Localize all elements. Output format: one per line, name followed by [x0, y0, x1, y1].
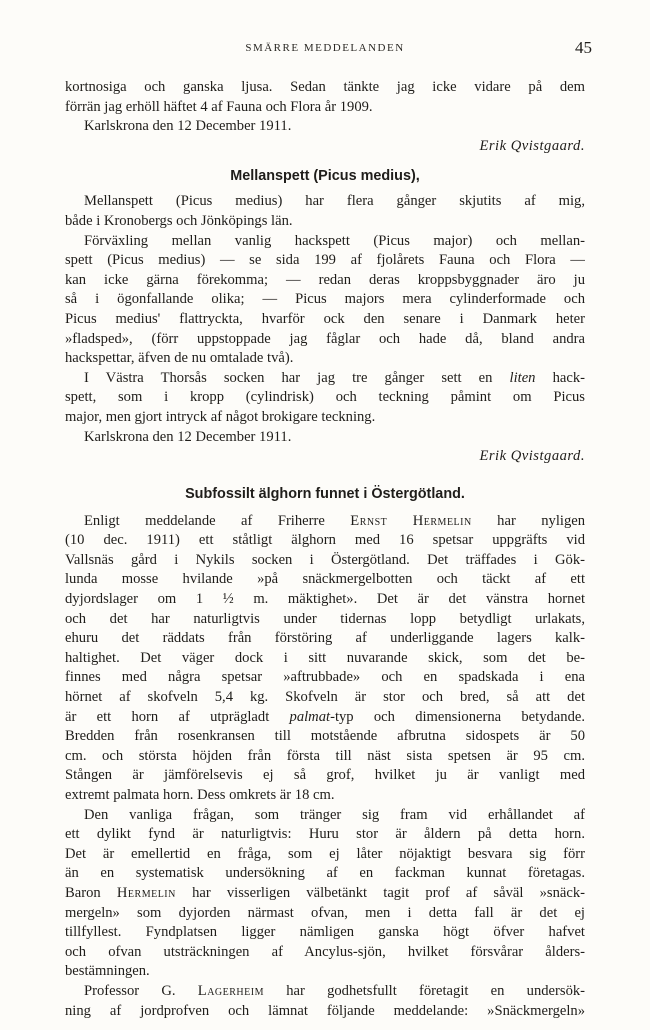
signature: Erik Qvistgaard. [479, 448, 585, 465]
text-line: spett (Picus medius) — se sida 199 af fjolårets Fauna och Flora — [65, 252, 585, 269]
text-span: har godhetsfullt företagit en undersök- [286, 982, 585, 999]
text-span: är ett horn af utprägladt [65, 708, 270, 725]
text-line: major, men gjort intryck af något brokigare teckning. [65, 408, 376, 425]
text-line: Stången är jämförelsevis ej så grof, hvilket ju är vanligt med [65, 767, 585, 784]
text-line: Picus medius' flattryckta, hvarför ock den senare i Danmark heter [65, 310, 585, 327]
text-span: har nyligen [497, 512, 585, 529]
text-line: hackspettar, äfven de nu omtalade två). [65, 350, 294, 367]
italic-word: liten [509, 369, 536, 386]
text-line: och ofvan utsträckningen af Ancylus-sjön, hvilket försvårar ålders- [65, 943, 585, 960]
text-span: Enligt meddelande af Friherre [84, 512, 325, 529]
dateline: Karlskrona den 12 December 1911. [84, 118, 292, 135]
text-span: Baron [65, 884, 101, 901]
name-lagerheim: Lagerheim [197, 982, 264, 999]
text-span: I Västra Thorsås socken har jag tre gånger sett en [84, 369, 493, 386]
text-line [65, 982, 585, 1002]
text-line: Vallsnäs gård i Nykils socken i Östergötland. Det träffades i Gök- [65, 551, 585, 568]
name-ernst: Ernst [350, 512, 388, 529]
dateline: Karlskrona den 12 December 1911. [84, 428, 292, 445]
text-line: både i Kronobergs och Jönköpings län. [65, 212, 293, 229]
text-line: dyjordslager om 1 ½ m. mäktighet». Det är det vänstra hornet [65, 591, 585, 608]
text-line: ehuru det räddats från förstöring af underliggande lagers kalk- [65, 630, 585, 647]
text-line: så i ögonfallande olika; — Picus majors mera cylinderformade och [65, 291, 585, 308]
text-line: och det har naturligtvis under tidernas lopp betydligt urlakats, [65, 610, 585, 627]
text-line: Bredden från rosenkransen till motstående afbrutna sidospets är 50 [65, 728, 585, 745]
text-line: kan icke gärna förekomma; — redan deras kroppsbyggnader äro ju [65, 271, 585, 288]
italic-word: palmat [289, 708, 331, 725]
text-line: mergeln» som dyjorden närmast ofvan, men i detta fall är det ej [65, 904, 585, 921]
page-number: 45 [575, 38, 592, 57]
text-line: Det är emellertid en fråga, som ej låter nöjaktigt besvara sig förr [65, 845, 585, 862]
text-span: hack- [552, 369, 585, 386]
text-line: ett dylikt fynd är naturligtvis: Huru stor är åldern på detta horn. [65, 826, 585, 843]
text-line: lunda mosse hvilande »på snäckmergelbotten och täckt af ett [65, 571, 585, 588]
text-line: förrän jag erhöll häftet 4 af Fauna och Flora år 1909. [65, 98, 373, 115]
text-span: -typ och dimensionerna betydande. [330, 708, 585, 725]
text-line: (10 dec. 1911) ett ståtligt älghorn med 16 spetsar uppgräfts vid [65, 532, 585, 549]
text-line: Mellanspett (Picus medius) har flera gånger skjutits af mig, [84, 193, 585, 210]
text-line: cm. och största höjden från första till näst sista spetsen är 95 cm. [65, 747, 585, 764]
signature: Erik Qvistgaard. [479, 137, 585, 154]
name-hermelin: Hermelin [412, 512, 472, 529]
text-line: hörnet af skofveln 5,4 kg. Skofveln är stor och bred, så att det [65, 689, 585, 706]
text-line: Förväxling mellan vanlig hackspett (Picus major) och mellan- [84, 232, 585, 249]
text-span: har visserligen välbetänkt tagit prof af såväl »snäck- [192, 884, 585, 901]
text-line [65, 369, 585, 389]
article-title: Subfossilt älghorn funnet i Östergötland. [185, 485, 465, 502]
text-line: tillfyllest. Fyndplatsen ligger nämligen ganska högt öfver hafvet [65, 924, 585, 941]
text-line: extremt palmata horn. Dess omkrets är 18 cm. [65, 787, 335, 803]
name-hermelin: Hermelin [116, 884, 176, 901]
text-line [65, 884, 585, 904]
text-line: ning af jordprofven och lämnat följande meddelande: »Snäckmergeln» [65, 1002, 585, 1019]
text-line: kortnosiga och ganska ljusa. Sedan tänkte jag icke vidare på dem [65, 79, 585, 95]
text-line: finnes med några spetsar »aftrubbade» och en spadskada i ena [65, 669, 585, 686]
text-line: haltighet. Det väger dock i sitt nuvarande skick, som det be- [65, 649, 585, 666]
text-line: bestämningen. [65, 963, 150, 980]
text-line: spett, som i kropp (cylindrisk) och teckning påmint om Picus [65, 389, 585, 406]
running-title: SMÄRRE MEDDELANDEN [245, 42, 405, 54]
text-line [65, 512, 585, 532]
text-span: Professor G. [84, 982, 176, 999]
text-line: »fladsped», (förr uppstoppade jag fåglar och hade då, bland andra [65, 330, 585, 347]
article-title: Mellanspett (Picus medius), [230, 168, 420, 185]
text-line [65, 708, 585, 728]
text-line: än en systematisk undersökning af en fackman kunnat företagas. [65, 865, 585, 882]
text-body [65, 78, 585, 1021]
text-line: Den vanliga frågan, som tränger sig fram vid erhållandet af [84, 806, 585, 823]
